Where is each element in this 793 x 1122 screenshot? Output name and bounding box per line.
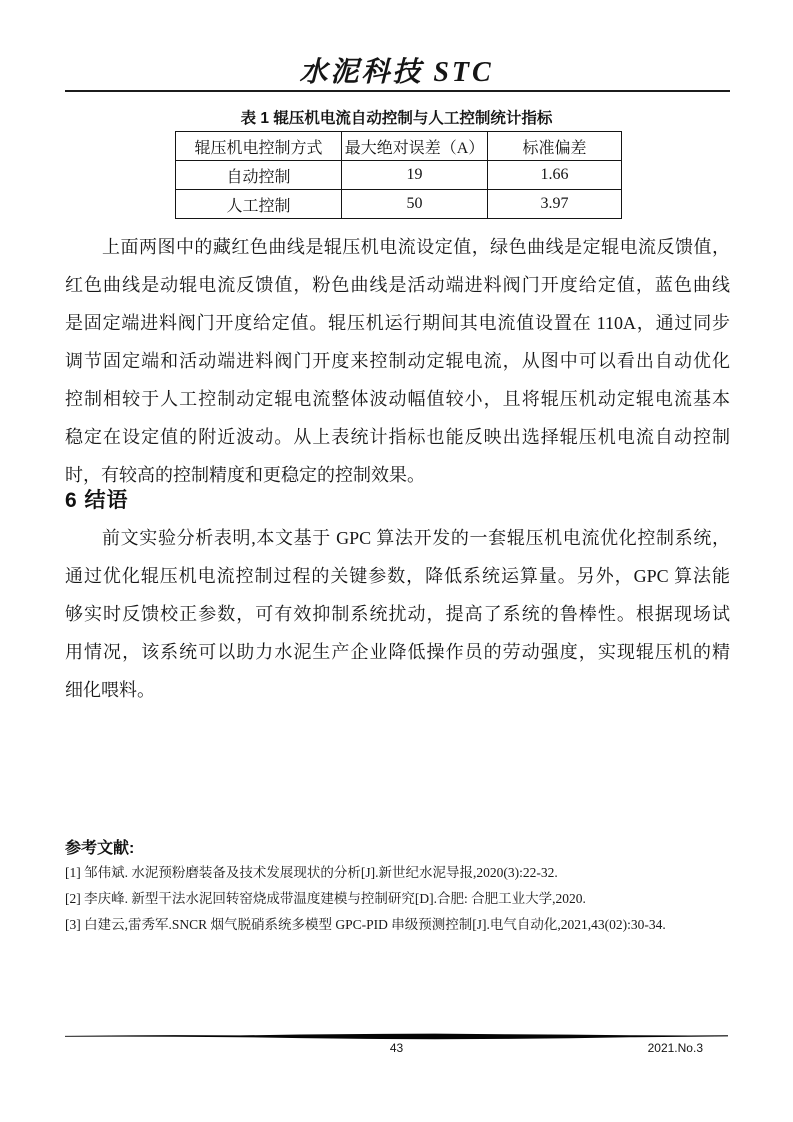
references-list (65, 860, 737, 938)
body-paragraph (65, 519, 730, 709)
paragraph-line: 细化喂料。 (65, 680, 155, 700)
paragraph-line: 稳定在设定值的附近波动。从上表统计指标也能反映出选择辊压机电流自动控制 (65, 427, 730, 447)
header-rule (65, 90, 730, 92)
section-heading: 6 结语 (65, 489, 129, 512)
paragraph-line: 是固定端进料阀门开度给定值。辊压机运行期间其电流值设置在 110A，通过同步 (65, 313, 730, 333)
issue-number: 2021.No.3 (647, 1041, 703, 1055)
footer-rule (65, 1033, 728, 1041)
reference-item: [1] 邹伟斌. 水泥预粉磨装备及技术发展现状的分析[J].新世纪水泥导报,2020(3):22-32. (65, 865, 558, 880)
table-row (176, 190, 622, 219)
paragraph-line: 调节固定端和活动端进料阀门开度来控制动定辊电流，从图中可以看出自动优化 (65, 351, 730, 371)
stats-table (175, 131, 622, 219)
table-cell: 50 (342, 190, 488, 219)
table-cell: 3.97 (488, 190, 622, 219)
page-number: 43 (389, 1041, 404, 1055)
table-header-row (176, 132, 622, 161)
body-paragraph (65, 228, 730, 494)
table-row (176, 161, 622, 190)
table-header-cell: 辊压机电控制方式 (176, 132, 342, 161)
paragraph-line: 用情况，该系统可以助力水泥生产企业降低操作员的劳动强度，实现辊压机的精 (65, 642, 730, 662)
reference-item: [3] 白建云,雷秀军.SNCR 烟气脱硝系统多模型 GPC-PID 串级预测控制[J].电气自动化,2021,43(02):30-34. (65, 917, 666, 932)
table-cell: 自动控制 (176, 161, 342, 190)
table-cell: 1.66 (488, 161, 622, 190)
table-cell: 人工控制 (176, 190, 342, 219)
paragraph-line: 够实时反馈校正参数，可有效抑制系统扰动，提高了系统的鲁棒性。根据现场试 (65, 604, 730, 624)
paragraph-line: 控制相较于人工控制动定辊电流整体波动幅值较小，且将辊压机动定辊电流基本 (65, 389, 730, 409)
paragraph-line: 红色曲线是动辊电流反馈值，粉色曲线是活动端进料阀门开度给定值，蓝色曲线 (65, 275, 730, 295)
table-header-cell: 标准偏差 (488, 132, 622, 161)
paragraph-line: 时，有较高的控制精度和更稳定的控制效果。 (65, 465, 425, 485)
reference-item: [2] 李庆峰. 新型干法水泥回转窑烧成带温度建模与控制研究[D].合肥: 合肥工业大学,2020. (65, 891, 586, 906)
references-heading: 参考文献: (65, 840, 135, 857)
table-cell: 19 (342, 161, 488, 190)
table-header-cell: 最大绝对误差（A） (342, 132, 488, 161)
paragraph-line: 通过优化辊压机电流控制过程的关键参数，降低系统运算量。另外，GPC 算法能 (65, 566, 730, 586)
journal-title: 水泥科技 STC (299, 57, 494, 88)
table-caption: 表 1 辊压机电流自动控制与人工控制统计指标 (240, 110, 553, 127)
paragraph-line: 前文实验分析表明,本文基于 GPC 算法开发的一套辊压机电流优化控制系统， (102, 528, 730, 548)
paragraph-line: 上面两图中的藏红色曲线是辊压机电流设定值，绿色曲线是定辊电流反馈值， (102, 237, 730, 257)
